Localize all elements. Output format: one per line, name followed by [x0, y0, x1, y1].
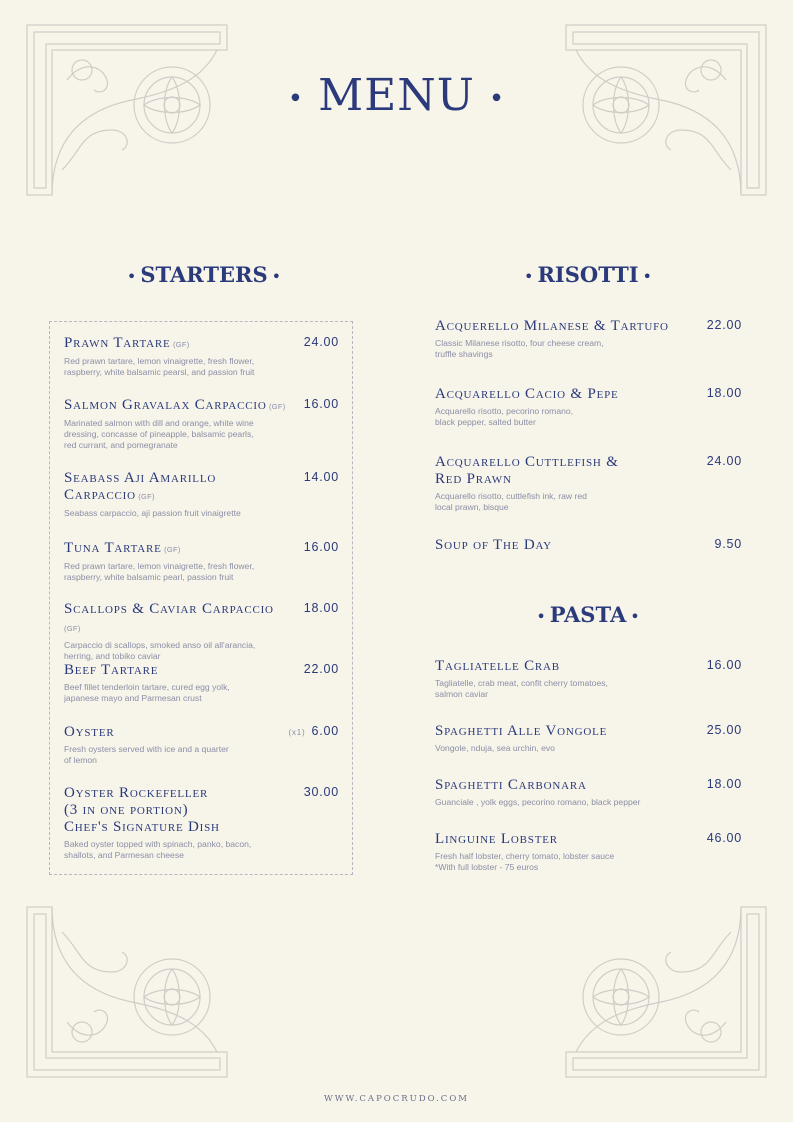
- gluten-free-tag: (GF): [266, 402, 286, 411]
- dish-name: Seabass Aji Amarillo Carpaccio (GF): [64, 470, 217, 503]
- risotti-item: [435, 537, 742, 554]
- quantity-label: (x1): [288, 728, 306, 737]
- dish-name: Tuna Tartare (GF): [64, 540, 181, 556]
- dish-name: Acquarello Cuttlefish & Red Prawn: [435, 454, 619, 487]
- dish-description: Marinated salmon with dill and orange, white wine dressing, concasse of pineapple, balsamic pearls, red currant, and pomegranate: [64, 418, 254, 450]
- risotti-heading-text: RISOTTI: [537, 262, 639, 287]
- dish-price: 16.00: [303, 540, 339, 554]
- dish-description: Seabass carpaccio, aji passion fruit vinaigrette: [64, 508, 241, 518]
- dish-description: Red prawn tartare, lemon vinaigrette, fresh flower, raspberry, white balsamic pearl, passion fruit: [64, 561, 255, 582]
- dish-description: Fresh half lobster, cherry tomato, lobster sauce *With full lobster - 75 euros: [435, 851, 615, 872]
- dish-name: Acquarello Cacio & Pepe: [435, 386, 619, 402]
- dish-price: 18.00: [303, 601, 339, 615]
- starters-heading: • STARTERS •: [126, 262, 282, 287]
- pasta-item: [435, 723, 742, 754]
- dish-price: 16.00: [706, 658, 742, 672]
- dish-name: Soup of The Day: [435, 537, 552, 553]
- menu-title-text: MENU: [318, 70, 475, 121]
- dish-name: Oyster: [64, 724, 115, 740]
- pasta-item: [435, 658, 742, 700]
- dish-description: Beef fillet tenderloin tartare, cured egg yolk, japanese mayo and Parmesan crust: [64, 682, 230, 703]
- bullet-icon: •: [287, 83, 305, 114]
- dish-name: Salmon Gravalax Carpaccio (GF): [64, 397, 286, 413]
- dish-description: Baked oyster topped with spinach, panko, bacon, shallots, and Parmesan cheese: [64, 839, 252, 860]
- bullet-icon: •: [488, 83, 506, 114]
- dish-name: Beef Tartare: [64, 662, 159, 678]
- pasta-item: [435, 831, 742, 873]
- pasta-heading: • PASTA •: [536, 602, 640, 627]
- risotti-item: [435, 454, 742, 513]
- starters-item: [64, 470, 339, 519]
- dish-description: Fresh oysters served with ice and a quarter of lemon: [64, 744, 229, 765]
- page-title: [0, 70, 793, 121]
- dish-description: Tagliatelle, crab meat, confit cherry tomatoes, salmon caviar: [435, 678, 608, 699]
- dish-name: Tagliatelle Crab: [435, 658, 560, 674]
- gluten-free-tag: (GF): [64, 624, 81, 633]
- dish-description: Red prawn tartare, lemon vinaigrette, fresh flower, raspberry, white balsamic pearsl, and passion fruit: [64, 356, 255, 377]
- starters-item: [64, 785, 339, 861]
- starters-item: [64, 601, 339, 662]
- dish-price: 24.00: [706, 454, 742, 468]
- starters-item: [64, 397, 339, 451]
- dish-description: Acquarello risotto, cuttlefish ink, raw red local prawn, bisque: [435, 491, 587, 512]
- dish-price: 18.00: [706, 386, 742, 400]
- website-footer: WWW.CAPOCRUDO.COM: [324, 1094, 469, 1104]
- dish-name: Spaghetti Alle Vongole: [435, 723, 608, 739]
- dish-price: 25.00: [706, 723, 742, 737]
- dish-name: Spaghetti Carbonara: [435, 777, 587, 793]
- dish-price: 46.00: [706, 831, 742, 845]
- dish-name: Scallops & Caviar Carpaccio (GF): [64, 601, 274, 633]
- starters-item: [64, 335, 339, 378]
- starters-heading-text: STARTERS: [140, 262, 268, 287]
- dish-price: (x1) 6.00: [288, 724, 339, 738]
- corner-ornament-bottom-right: [561, 902, 771, 1082]
- risotti-heading: • RISOTTI •: [524, 262, 652, 287]
- risotti-item: [435, 318, 742, 360]
- risotti-item: [435, 386, 742, 428]
- dish-price: 9.50: [714, 537, 742, 551]
- gluten-free-tag: (GF): [161, 545, 181, 554]
- dish-description: Guanciale , yolk eggs, pecorino romano, black pepper: [435, 797, 641, 807]
- corner-ornament-bottom-left: [22, 902, 232, 1082]
- dish-price: 24.00: [303, 335, 339, 349]
- dish-price: 30.00: [303, 785, 339, 799]
- dish-price: 22.00: [303, 662, 339, 676]
- dish-name: Prawn Tartare (GF): [64, 335, 190, 351]
- dish-description: Carpaccio di scallops, smoked anso oil all'arancia, herring, and tobiko caviar: [64, 640, 256, 661]
- dish-price: 18.00: [706, 777, 742, 791]
- pasta-item: [435, 777, 742, 808]
- dish-name: Acquerello Milanese & Tartufo: [435, 318, 669, 334]
- dish-name: Linguine Lobster: [435, 831, 558, 847]
- dish-description: Vongole, nduja, sea urchin, evo: [435, 743, 555, 753]
- starters-item: [64, 540, 339, 583]
- gluten-free-tag: (GF): [170, 340, 190, 349]
- gluten-free-tag: (GF): [135, 492, 155, 501]
- dish-price: 22.00: [706, 318, 742, 332]
- pasta-heading-text: PASTA: [549, 602, 627, 627]
- dish-description: Acquarello risotto, pecorino romano, black pepper, salted butter: [435, 406, 574, 427]
- starters-item: [64, 724, 339, 766]
- starters-item: [64, 662, 339, 704]
- dish-name: Oyster Rockefeller (3 in one portion) Chef's Signature Dish: [64, 785, 220, 835]
- dish-price: 14.00: [303, 470, 339, 484]
- dish-price: 16.00: [303, 397, 339, 411]
- dish-description: Classic Milanese risotto, four cheese cream, truffle shavings: [435, 338, 604, 359]
